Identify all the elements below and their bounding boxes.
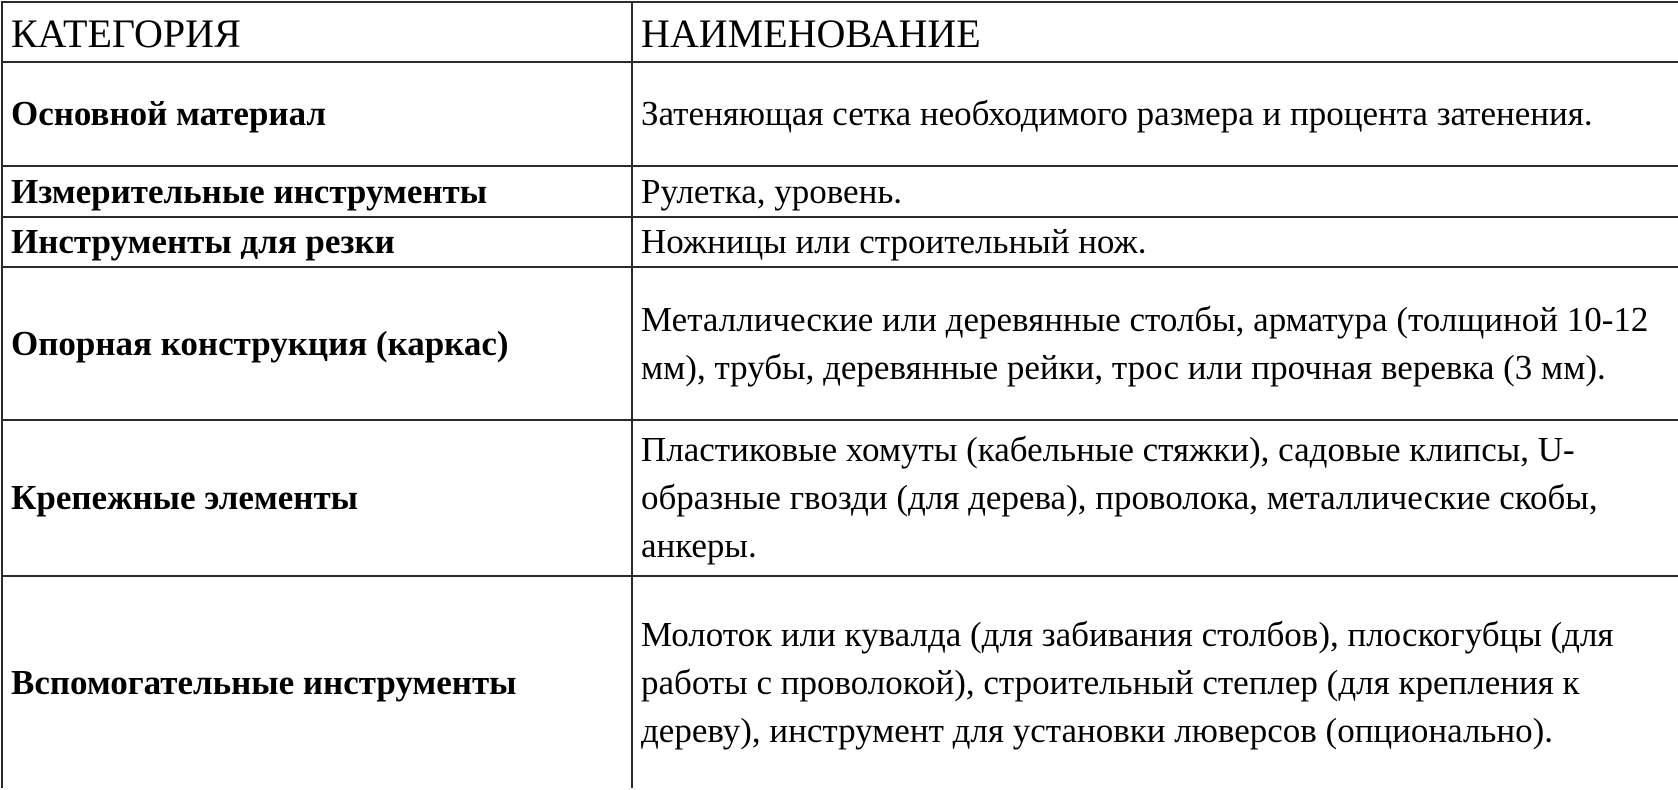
table-row — [2, 267, 1678, 420]
name-cell: Молоток или кувалда (для забивания столбов), плоскогубцы (для работы с проволокой), строительный степлер (для крепления к дереву), инструмент для установки люверсов (опционально). — [632, 576, 1678, 788]
column-header-category: КАТЕГОРИЯ — [2, 2, 632, 62]
table-row — [2, 420, 1678, 576]
category-cell: Вспомогательные инструменты — [2, 576, 632, 788]
table-row — [2, 62, 1678, 166]
name-cell: Пластиковые хомуты (кабельные стяжки), садовые клипсы, U-образные гвозди (для дерева), проволока, металлические скобы, анкеры. — [632, 420, 1678, 576]
table-row — [2, 217, 1678, 267]
name-cell: Ножницы или строительный нож. — [632, 217, 1678, 267]
name-cell: Рулетка, уровень. — [632, 166, 1678, 217]
table-row — [2, 166, 1678, 217]
category-cell: Инструменты для резки — [2, 217, 632, 267]
category-cell: Крепежные элементы — [2, 420, 632, 576]
header-row — [2, 2, 1678, 62]
table-row — [2, 576, 1678, 788]
name-cell: Затеняющая сетка необходимого размера и процента затенения. — [632, 62, 1678, 166]
materials-table — [1, 1, 1678, 788]
column-header-name: НАИМЕНОВАНИЕ — [632, 2, 1678, 62]
table-header — [2, 2, 1678, 62]
category-cell: Основной материал — [2, 62, 632, 166]
category-cell: Опорная конструкция (каркас) — [2, 267, 632, 420]
name-cell: Металлические или деревянные столбы, арматура (толщиной 10-12 мм), трубы, деревянные рейки, трос или прочная веревка (3 мм). — [632, 267, 1678, 420]
table-body — [2, 62, 1678, 788]
category-cell: Измерительные инструменты — [2, 166, 632, 217]
